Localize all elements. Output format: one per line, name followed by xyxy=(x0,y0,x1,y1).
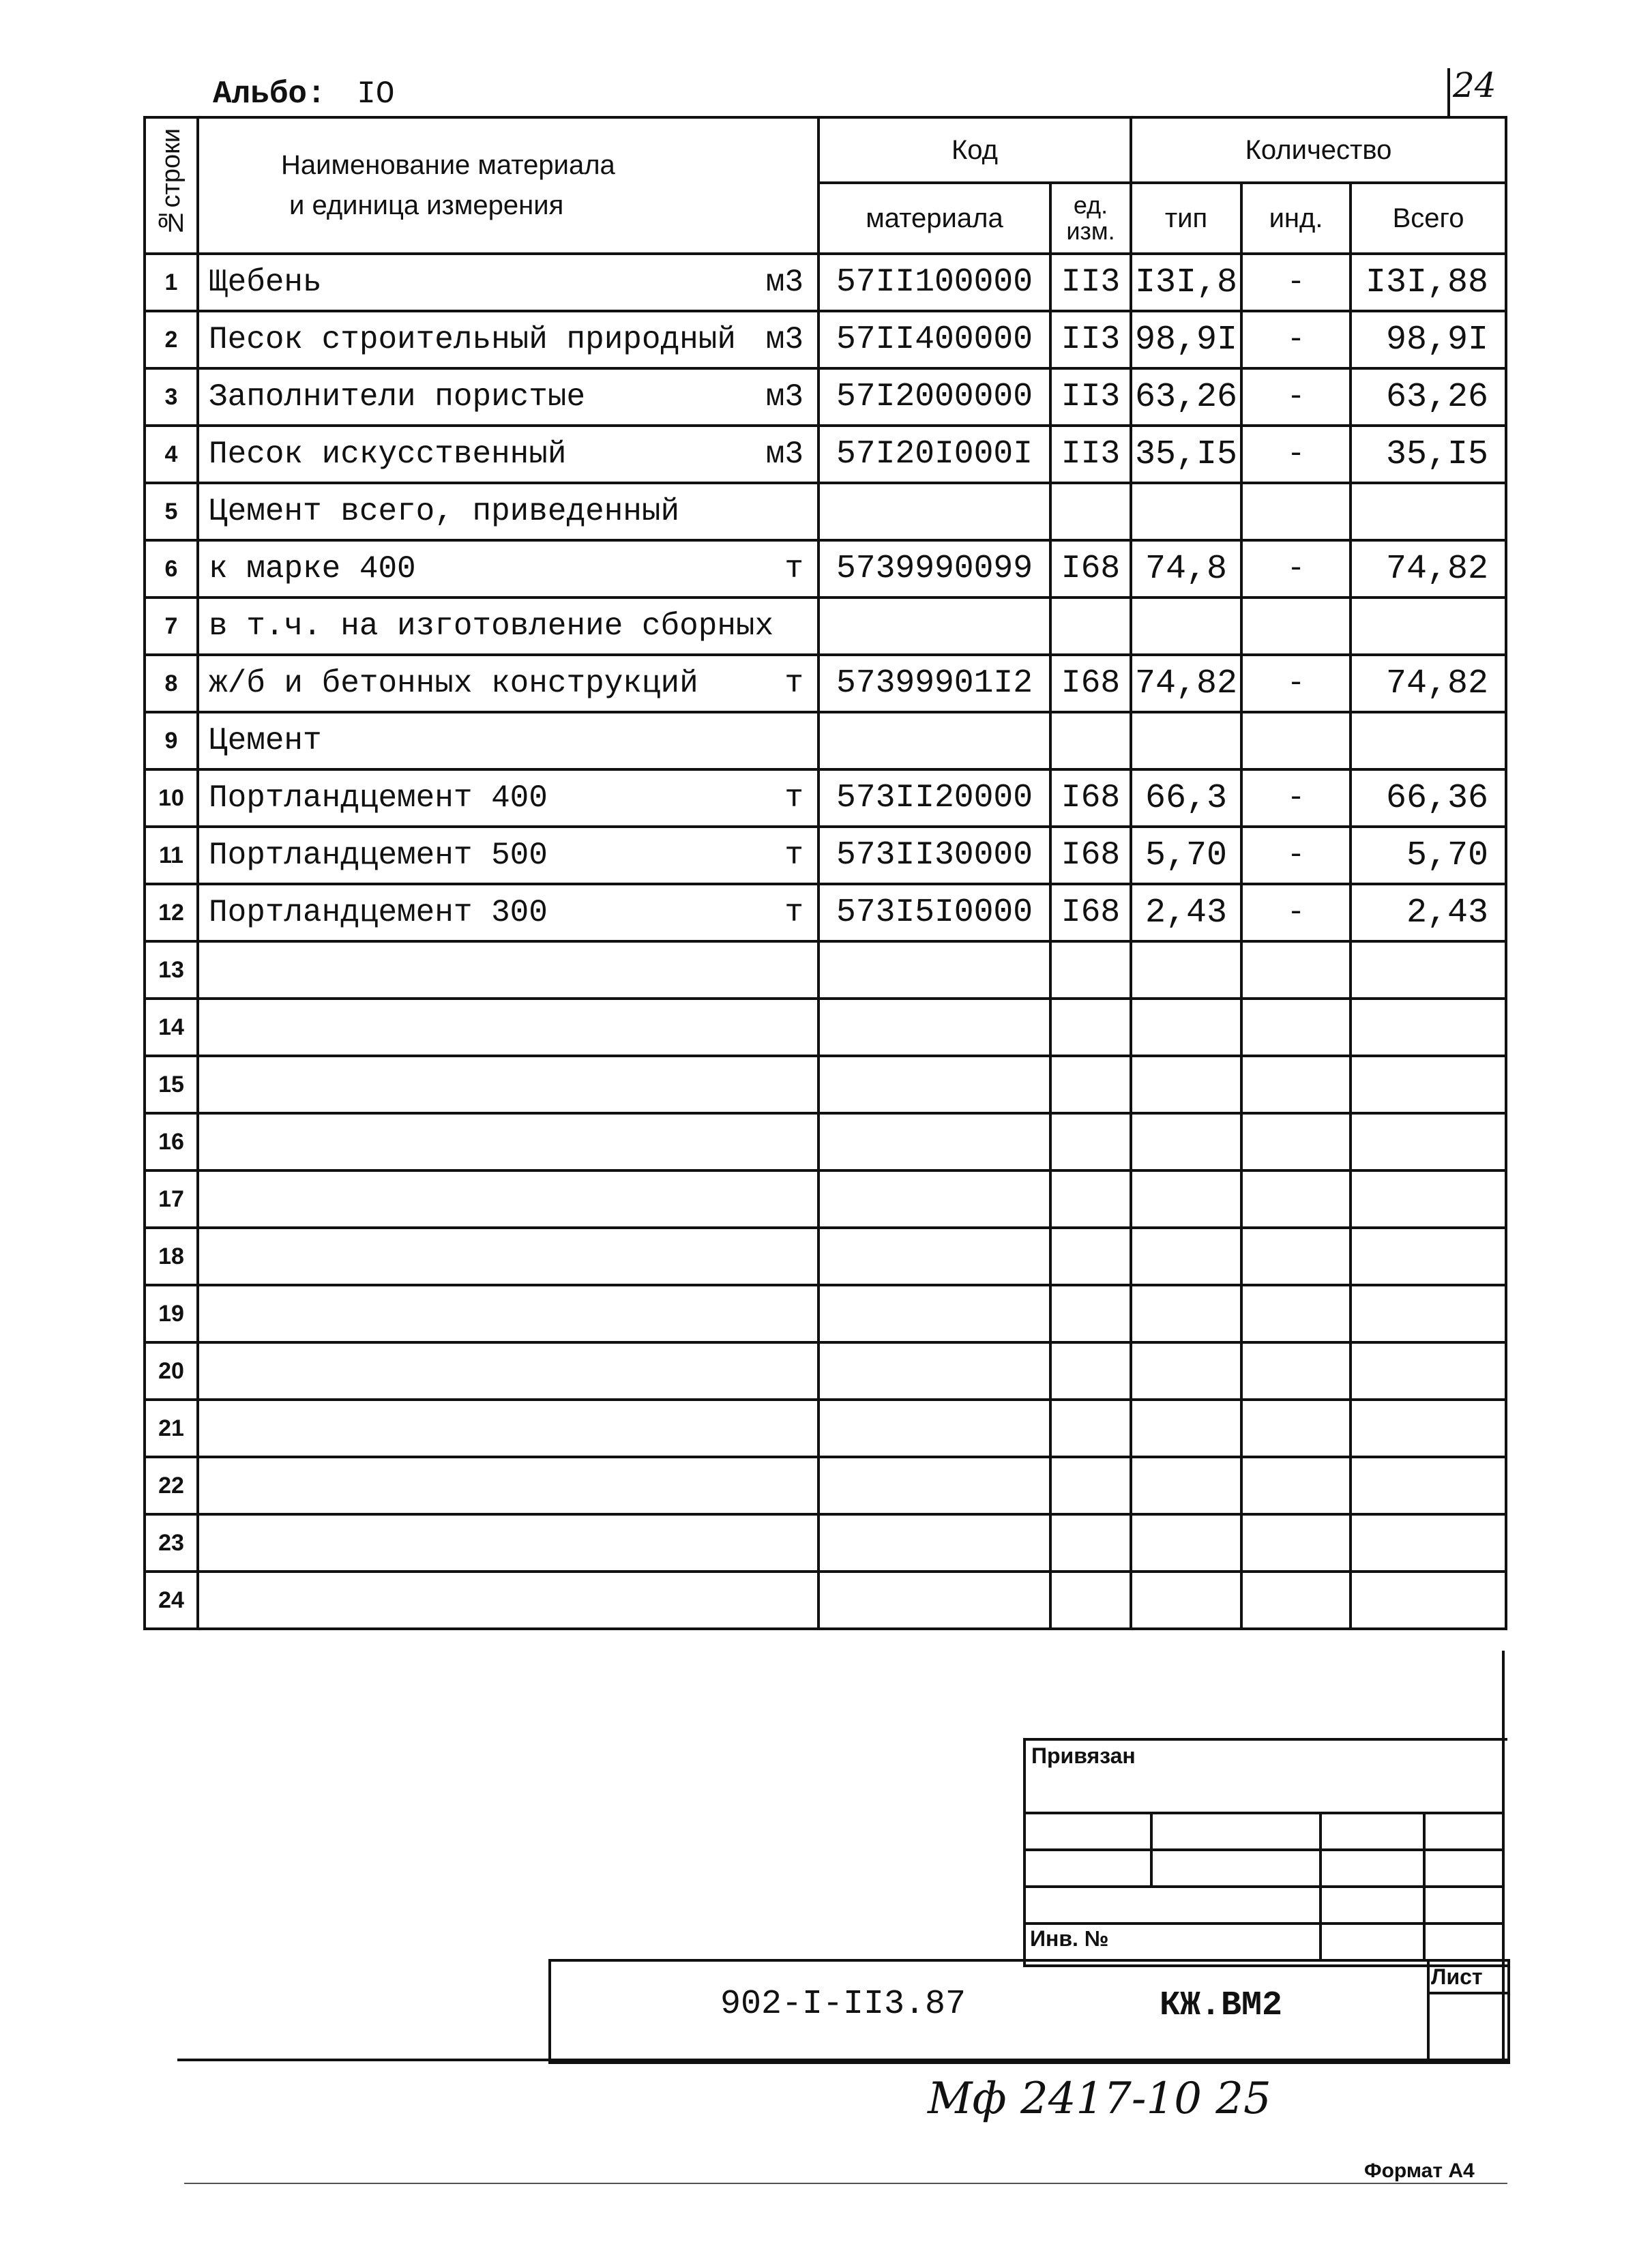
row-number: 13 xyxy=(145,941,198,999)
table-row xyxy=(145,1514,1506,1572)
unit-code: II3 xyxy=(1050,368,1131,426)
unit-code: I68 xyxy=(1050,884,1131,941)
table-row xyxy=(145,1228,1506,1285)
material-code xyxy=(818,1572,1050,1629)
row-number: 17 xyxy=(145,1170,198,1228)
material-name: в т.ч. на изготовление сборных xyxy=(209,608,774,644)
quantity-individual: - xyxy=(1241,655,1351,712)
table-row xyxy=(145,884,1506,941)
table-row xyxy=(145,827,1506,884)
quantity-total: 98,9I xyxy=(1351,311,1506,368)
row-number: 16 xyxy=(145,1113,198,1170)
row-number: 10 xyxy=(145,769,198,827)
material-name-cell xyxy=(198,999,818,1056)
material-name-cell xyxy=(198,311,818,368)
quantity-type: 98,9I xyxy=(1131,311,1241,368)
page-mark: 24 xyxy=(1453,65,1496,105)
unit-code xyxy=(1050,1514,1131,1572)
material-name: Песок строительный природный xyxy=(209,322,736,357)
quantity-total xyxy=(1351,1342,1506,1400)
material-name-cell xyxy=(198,884,818,941)
quantity-type: 74,82 xyxy=(1131,655,1241,712)
materials-table xyxy=(143,116,1507,1630)
material-name: Портландцемент 300 xyxy=(209,895,548,930)
row-number: 23 xyxy=(145,1514,198,1572)
code-header: Код xyxy=(818,117,1131,183)
quantity-type: 2,43 xyxy=(1131,884,1241,941)
unit-code: II3 xyxy=(1050,254,1131,311)
quantity-type xyxy=(1131,1572,1241,1629)
quantity-total: 74,82 xyxy=(1351,655,1506,712)
quantity-individual xyxy=(1241,712,1351,769)
sheet-label: Лист xyxy=(1431,1964,1483,1989)
material-name-cell xyxy=(198,1113,818,1170)
material-unit: м3 xyxy=(765,265,803,300)
quantity-individual: - xyxy=(1241,827,1351,884)
quantity-type xyxy=(1131,1170,1241,1228)
unit-code xyxy=(1050,1113,1131,1170)
row-number: 18 xyxy=(145,1228,198,1285)
material-code: 57I2000000 xyxy=(818,368,1050,426)
unit-code xyxy=(1050,1457,1131,1514)
table-row xyxy=(145,311,1506,368)
quantity-total xyxy=(1351,483,1506,540)
table-row xyxy=(145,426,1506,483)
material-name: ж/б и бетонных конструкций xyxy=(209,666,698,701)
row-number: 14 xyxy=(145,999,198,1056)
unit-code xyxy=(1050,1572,1131,1629)
material-code xyxy=(818,999,1050,1056)
quantity-type: 63,26 xyxy=(1131,368,1241,426)
bottom-rule xyxy=(177,2059,1507,2061)
material-name-cell xyxy=(198,598,818,655)
unit-code xyxy=(1050,598,1131,655)
row-number: 11 xyxy=(145,827,198,884)
row-number: 22 xyxy=(145,1457,198,1514)
bound-row-line-2 xyxy=(1023,1848,1505,1851)
quantity-total xyxy=(1351,1056,1506,1113)
material-code xyxy=(818,941,1050,999)
table-row xyxy=(145,254,1506,311)
unit-code: I68 xyxy=(1050,540,1131,598)
quantity-total: 63,26 xyxy=(1351,368,1506,426)
row-number-header-text: №строки xyxy=(157,128,186,237)
table-row xyxy=(145,1285,1506,1342)
material-code: 57II100000 xyxy=(818,254,1050,311)
material-unit: м3 xyxy=(765,322,803,357)
material-name: Цемент всего, приведенный xyxy=(209,494,680,529)
row-number: 4 xyxy=(145,426,198,483)
quantity-type xyxy=(1131,1342,1241,1400)
material-name-cell xyxy=(198,1170,818,1228)
quantity-type xyxy=(1131,1113,1241,1170)
quantity-individual xyxy=(1241,1170,1351,1228)
quantity-total xyxy=(1351,999,1506,1056)
quantity-total: 66,36 xyxy=(1351,769,1506,827)
quantity-type xyxy=(1131,1056,1241,1113)
table-row xyxy=(145,712,1506,769)
material-name-cell xyxy=(198,941,818,999)
table-row xyxy=(145,540,1506,598)
album-header xyxy=(213,76,394,112)
quantity-type xyxy=(1131,483,1241,540)
quantity-type xyxy=(1131,999,1241,1056)
row-number: 19 xyxy=(145,1285,198,1342)
bound-row-line-3 xyxy=(1023,1885,1505,1888)
quantity-individual: - xyxy=(1241,540,1351,598)
material-code xyxy=(818,1342,1050,1400)
quantity-total: 2,43 xyxy=(1351,884,1506,941)
table-row xyxy=(145,1400,1506,1457)
material-name: Заполнители пористые xyxy=(209,379,586,415)
quantity-total xyxy=(1351,598,1506,655)
material-code xyxy=(818,1170,1050,1228)
material-name-cell xyxy=(198,1056,818,1113)
unit-code xyxy=(1050,941,1131,999)
quantity-total xyxy=(1351,1457,1506,1514)
quantity-type xyxy=(1131,941,1241,999)
bound-row-line-4 xyxy=(1023,1922,1505,1925)
quantity-type: 66,3 xyxy=(1131,769,1241,827)
quantity-type: 74,8 xyxy=(1131,540,1241,598)
row-number: 2 xyxy=(145,311,198,368)
quantity-type: 5,70 xyxy=(1131,827,1241,884)
row-number: 6 xyxy=(145,540,198,598)
table-row xyxy=(145,1056,1506,1113)
quantity-total xyxy=(1351,1285,1506,1342)
quantity-individual xyxy=(1241,483,1351,540)
unit-code: I68 xyxy=(1050,769,1131,827)
quantity-total: 74,82 xyxy=(1351,540,1506,598)
material-name-header-line1: Наименование материала xyxy=(281,150,615,180)
material-unit: м3 xyxy=(765,437,803,472)
row-number: 21 xyxy=(145,1400,198,1457)
bound-col-line-3 xyxy=(1423,1812,1426,1960)
quantity-type xyxy=(1131,1400,1241,1457)
material-code: 573II20000 xyxy=(818,769,1050,827)
material-name: Щебень xyxy=(209,265,322,300)
quantity-individual xyxy=(1241,1572,1351,1629)
material-code: 573I5I0000 xyxy=(818,884,1050,941)
row-number: 1 xyxy=(145,254,198,311)
page-mark-tick xyxy=(1447,68,1450,116)
material-code xyxy=(818,1113,1050,1170)
material-code: 57I20I000I xyxy=(818,426,1050,483)
bound-col-line-1 xyxy=(1150,1812,1153,1887)
quantity-individual: - xyxy=(1241,426,1351,483)
album-label: Альбо: xyxy=(213,76,326,112)
material-code xyxy=(818,1514,1050,1572)
material-name-cell xyxy=(198,1457,818,1514)
quantity-type xyxy=(1131,1457,1241,1514)
material-unit: т xyxy=(784,838,803,873)
quantity-total xyxy=(1351,1228,1506,1285)
material-name-cell xyxy=(198,1514,818,1572)
table-row xyxy=(145,941,1506,999)
material-name-cell xyxy=(198,540,818,598)
row-number: 15 xyxy=(145,1056,198,1113)
right-frame-line xyxy=(1502,1651,1505,2060)
quantity-type xyxy=(1131,712,1241,769)
table-row xyxy=(145,655,1506,712)
quantity-individual: - xyxy=(1241,884,1351,941)
quantity-individual xyxy=(1241,1228,1351,1285)
material-code xyxy=(818,598,1050,655)
table-row xyxy=(145,999,1506,1056)
quantity-total xyxy=(1351,1514,1506,1572)
material-name: Портландцемент 500 xyxy=(209,838,548,873)
quantity-individual: - xyxy=(1241,311,1351,368)
row-number: 3 xyxy=(145,368,198,426)
table-row xyxy=(145,769,1506,827)
unit-code xyxy=(1050,712,1131,769)
quantity-header: Количество xyxy=(1131,117,1506,183)
quantity-individual xyxy=(1241,1285,1351,1342)
quantity-type xyxy=(1131,1285,1241,1342)
quantity-individual xyxy=(1241,1113,1351,1170)
unit-code: II3 xyxy=(1050,426,1131,483)
material-code xyxy=(818,712,1050,769)
quantity-total xyxy=(1351,1572,1506,1629)
material-code xyxy=(818,1056,1050,1113)
material-name-cell xyxy=(198,655,818,712)
material-code: 57II400000 xyxy=(818,311,1050,368)
total-header: Всего xyxy=(1351,183,1506,254)
quantity-total: I3I,88 xyxy=(1351,254,1506,311)
quantity-individual: - xyxy=(1241,368,1351,426)
row-number: 24 xyxy=(145,1572,198,1629)
material-name-cell xyxy=(198,426,818,483)
unit-code: I68 xyxy=(1050,655,1131,712)
quantity-type xyxy=(1131,1228,1241,1285)
quantity-individual xyxy=(1241,1342,1351,1400)
unit-code xyxy=(1050,1170,1131,1228)
table-row xyxy=(145,1572,1506,1629)
bound-row-line-1 xyxy=(1023,1812,1505,1814)
quantity-individual xyxy=(1241,1514,1351,1572)
table-row xyxy=(145,598,1506,655)
material-code xyxy=(818,483,1050,540)
quantity-individual: - xyxy=(1241,769,1351,827)
format-label: Формат А4 xyxy=(1364,2160,1475,2182)
material-unit: т xyxy=(784,666,803,701)
material-name-header-line2: и единица измерения xyxy=(289,190,564,220)
quantity-individual: - xyxy=(1241,254,1351,311)
material-code xyxy=(818,1228,1050,1285)
table-row xyxy=(145,1342,1506,1400)
material-name-cell xyxy=(198,254,818,311)
material-code: 57399901I2 xyxy=(818,655,1050,712)
material-unit: м3 xyxy=(765,379,803,415)
table-row xyxy=(145,1113,1506,1170)
material-name-cell xyxy=(198,483,818,540)
table-row xyxy=(145,483,1506,540)
quantity-individual xyxy=(1241,1056,1351,1113)
document-code: КЖ.ВМ2 xyxy=(1160,1986,1283,2025)
unit-code xyxy=(1050,483,1131,540)
quantity-individual xyxy=(1241,999,1351,1056)
sheet-cell-divider xyxy=(1427,1992,1507,1994)
quantity-type: 35,I5 xyxy=(1131,426,1241,483)
material-code xyxy=(818,1285,1050,1342)
album-number: IO xyxy=(357,76,395,112)
quantity-individual xyxy=(1241,1400,1351,1457)
handwritten-reference: Мф 2417-10 25 xyxy=(928,2074,1271,2124)
material-code xyxy=(818,1400,1050,1457)
material-name: Портландцемент 400 xyxy=(209,780,548,816)
material-name: к марке 400 xyxy=(209,551,416,587)
unit-code xyxy=(1050,1228,1131,1285)
material-name-cell xyxy=(198,1285,818,1342)
title-block-divider xyxy=(1427,1959,1430,2061)
material-unit: т xyxy=(784,551,803,587)
row-number: 12 xyxy=(145,884,198,941)
unit-code-header-line2: изм. xyxy=(1066,217,1115,245)
material-code xyxy=(818,1457,1050,1514)
row-number: 20 xyxy=(145,1342,198,1400)
table-row xyxy=(145,1457,1506,1514)
material-code-header: материала xyxy=(818,183,1050,254)
quantity-type xyxy=(1131,1514,1241,1572)
quantity-individual xyxy=(1241,941,1351,999)
material-name-cell xyxy=(198,368,818,426)
material-name-cell xyxy=(198,1228,818,1285)
type-header: тип xyxy=(1131,183,1241,254)
document-number: 902-I-II3.87 xyxy=(720,1985,967,2024)
material-name-cell xyxy=(198,712,818,769)
quantity-type: I3I,8 xyxy=(1131,254,1241,311)
quantity-total: 35,I5 xyxy=(1351,426,1506,483)
material-name-cell xyxy=(198,1342,818,1400)
unit-code xyxy=(1050,1285,1131,1342)
unit-code xyxy=(1050,1056,1131,1113)
unit-code-header xyxy=(1050,183,1131,254)
quantity-total xyxy=(1351,712,1506,769)
unit-code xyxy=(1050,1400,1131,1457)
bound-label: Привязан xyxy=(1031,1743,1136,1768)
row-number: 8 xyxy=(145,655,198,712)
quantity-individual xyxy=(1241,598,1351,655)
unit-code: II3 xyxy=(1050,311,1131,368)
material-name-header xyxy=(198,117,818,254)
material-name-cell xyxy=(198,1572,818,1629)
unit-code xyxy=(1050,1342,1131,1400)
material-unit: т xyxy=(784,895,803,930)
bound-col-line-2 xyxy=(1319,1812,1322,1960)
quantity-total xyxy=(1351,1170,1506,1228)
quantity-individual xyxy=(1241,1457,1351,1514)
material-name: Песок искусственный xyxy=(209,437,567,472)
footer-rule xyxy=(184,2183,1507,2184)
row-number-header xyxy=(145,117,198,254)
row-number: 7 xyxy=(145,598,198,655)
unit-code: I68 xyxy=(1050,827,1131,884)
unit-code-header-line1: ед. xyxy=(1073,191,1108,220)
material-code: 5739990099 xyxy=(818,540,1050,598)
row-number: 5 xyxy=(145,483,198,540)
material-name-cell xyxy=(198,827,818,884)
title-block xyxy=(548,1959,1510,2064)
table-row xyxy=(145,368,1506,426)
material-code: 573II30000 xyxy=(818,827,1050,884)
individual-header: инд. xyxy=(1241,183,1351,254)
unit-code xyxy=(1050,999,1131,1056)
inventory-number-label: Инв. № xyxy=(1030,1926,1109,1951)
material-name-cell xyxy=(198,769,818,827)
quantity-total: 5,70 xyxy=(1351,827,1506,884)
table-row xyxy=(145,1170,1506,1228)
row-number: 9 xyxy=(145,712,198,769)
quantity-total xyxy=(1351,1113,1506,1170)
material-name: Цемент xyxy=(209,723,322,758)
quantity-type xyxy=(1131,598,1241,655)
quantity-total xyxy=(1351,941,1506,999)
material-name-cell xyxy=(198,1400,818,1457)
material-unit: т xyxy=(784,780,803,816)
quantity-total xyxy=(1351,1400,1506,1457)
